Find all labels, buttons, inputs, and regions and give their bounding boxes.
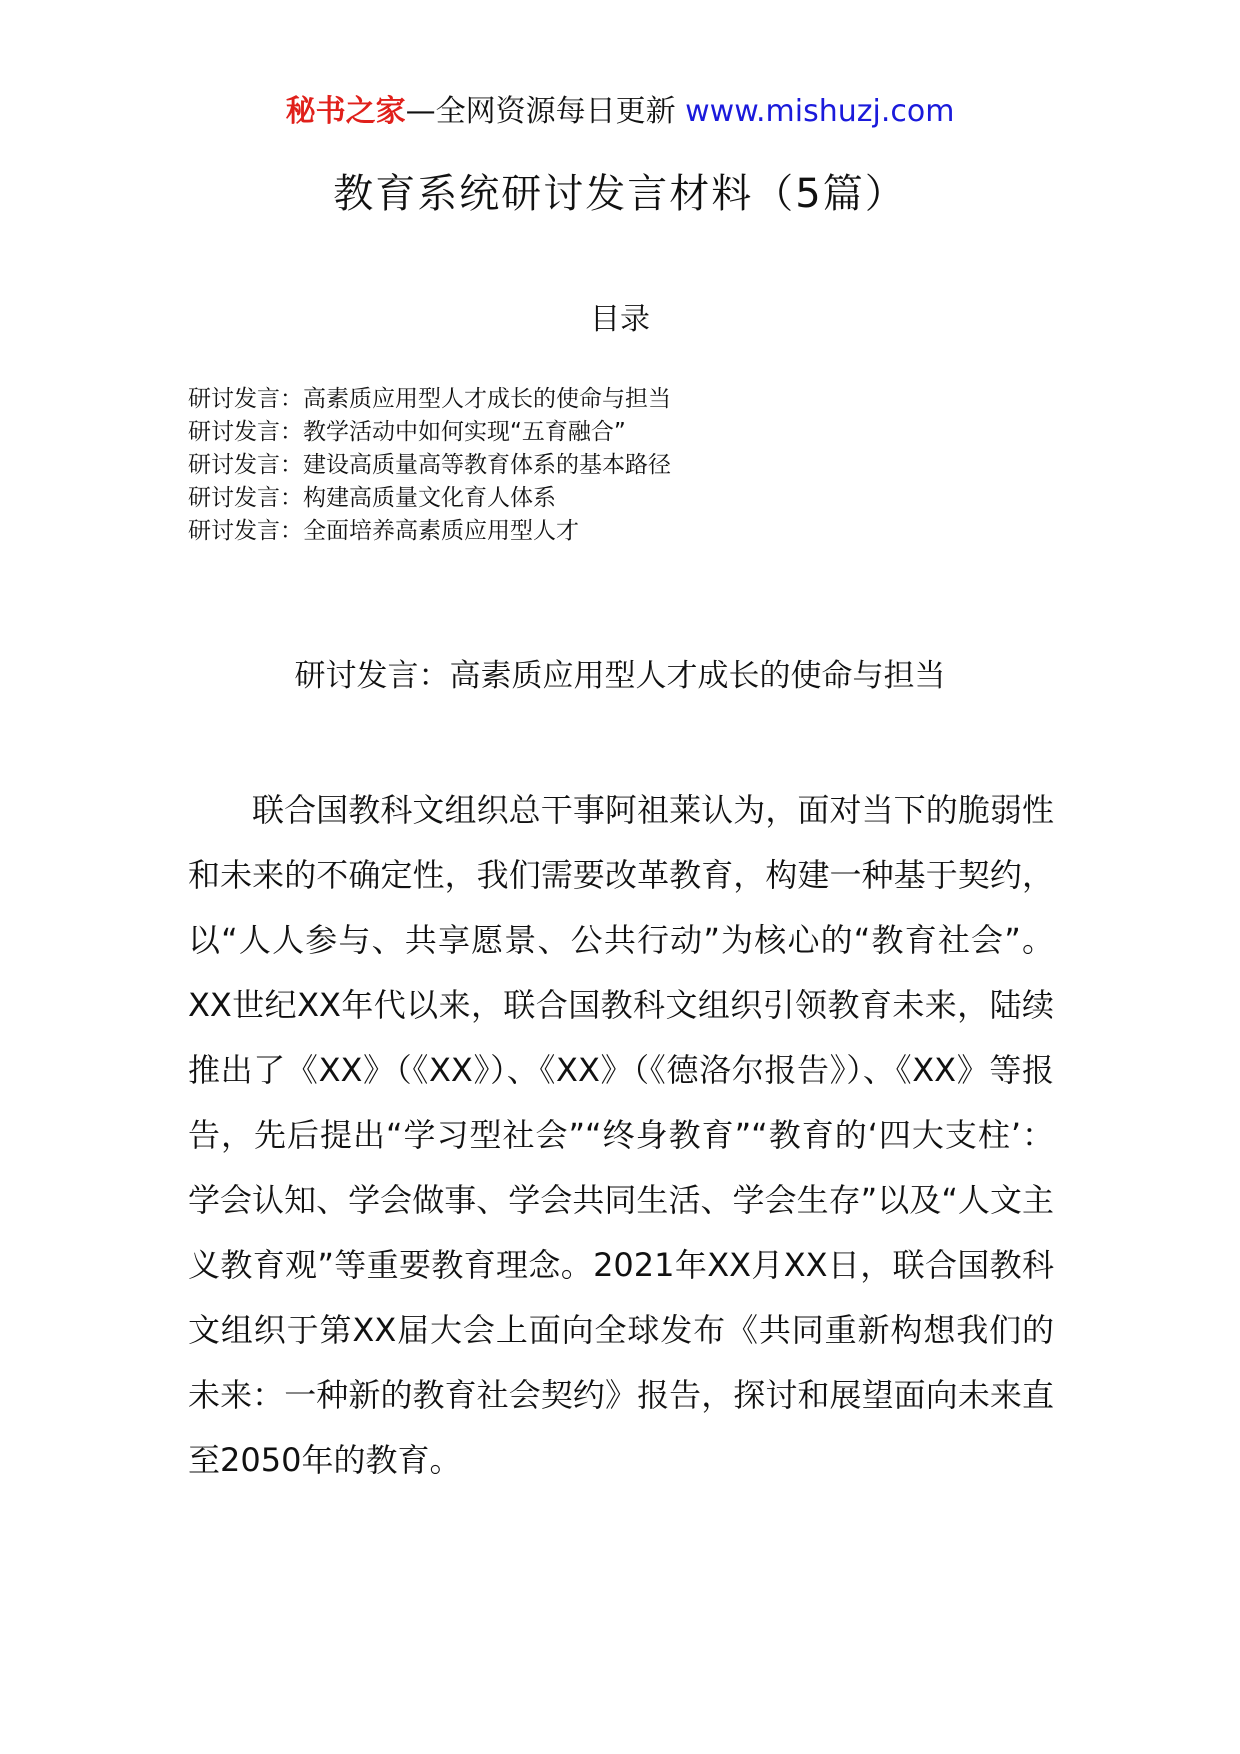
- site-url-link[interactable]: www.mishuzj.com: [685, 94, 955, 129]
- header-tagline: —全网资源每日更新: [405, 94, 676, 129]
- toc-item[interactable]: 研讨发言：高素质应用型人才成长的使命与担当: [188, 386, 671, 412]
- toc-item[interactable]: 研讨发言：建设高质量高等教育体系的基本路径: [188, 452, 671, 478]
- toc-item[interactable]: 研讨发言：构建高质量文化育人体系: [188, 485, 556, 511]
- site-header: [0, 92, 1240, 132]
- toc-item[interactable]: 研讨发言：教学活动中如何实现“五育融合”: [188, 419, 626, 445]
- brand-name: 秘书之家: [285, 94, 406, 129]
- toc-item[interactable]: 研讨发言：全面培养高素质应用型人才: [188, 518, 579, 544]
- table-of-contents: [188, 383, 671, 548]
- document-title: 教育系统研讨发言材料（5篇）: [333, 171, 907, 217]
- body-paragraph: 联合国教科文组织总干事阿祖莱认为，面对当下的脆弱性和未来的不确定性，我们需要改革教育，构建一种基于契约，以“人人参与、共享愿景、公共行动”为核心的“教育社会”。XX世纪XX年代以来，联合国教科文组织引领教育未来，陆续推出了《XX》（《XX》）、《XX》（《德洛尔报告》）、《XX》等报告，先后提出“学习型社会”“终身教育”“教育的‘四大支柱’：学会认知、学会做事、学会共同生活、学会生存”以及“人文主义教育观”等重要教育理念。2021年XX月XX日，联合国教科文组织于第XX届大会上面向全球发布《共同重新构想我们的未来：一种新的教育社会契约》报告，探讨和展望面向未来直至2050年的教育。: [188, 791, 1054, 1479]
- toc-heading: 目录: [590, 302, 650, 337]
- section-title: 研讨发言：高素质应用型人才成长的使命与担当: [294, 658, 946, 694]
